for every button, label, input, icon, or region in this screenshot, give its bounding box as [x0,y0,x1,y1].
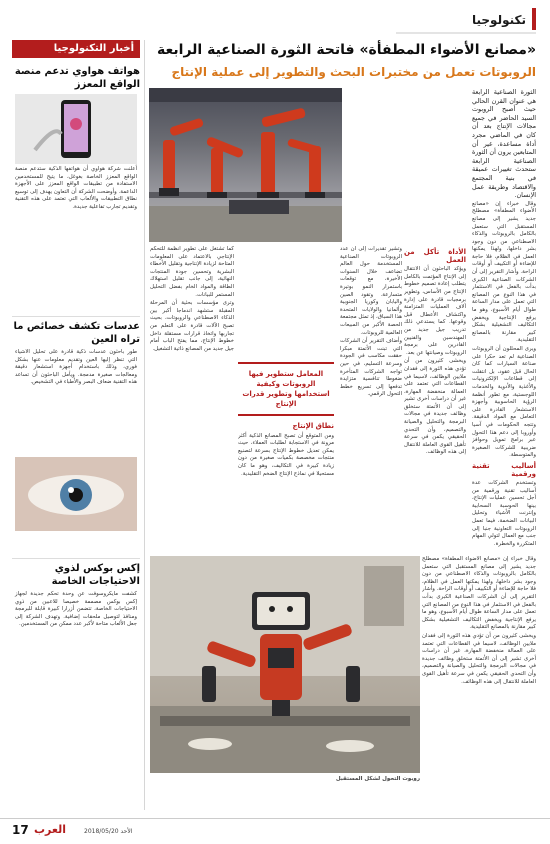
article-col2-para-b-cont: ويخشى كثيرون من أن تؤدي هذه الثورة إلى فقدان ملايين الوظائف، لاسيما في القطاعات التي تعتمد على العمالة منخفضة المهارة، غير أن دراسات أخرى تشير إلى أن الأتمتة ستخلق وظائف جديدة في مجالات البرمجة والتحليل والصيانة والتصميم، وأن التحدي الحقيقي يكمن في سرعة تأهيل القوى العاملة للانتقال إلى هذه الوظائف. [422,632,536,685]
article-col2-para-b: ويخشى كثيرون من أن تؤدي هذه الثورة إلى فقدان ملايين الوظائف، لاسيما في القطاعات التي تعتمد على العمالة منخفضة المهارة، غير أن دراسات أخرى تشير إلى أن الأتمتة ستخلق وظائف جديدة في مجالات البرمجة والتحليل والصيانة والتصميم، وأن التحدي الحقيقي يكمن في سرعة تأهيل القوى العاملة للانتقال إلى هذه الوظائف. [404,358,466,456]
page-number: 17 [12,823,29,837]
collaborative-robot-photo [150,556,420,773]
article-column-3 [340,246,402,550]
section-accent-bar [532,8,536,30]
baxter-robot-illustration [150,556,420,773]
article-subtitle: الروبوتات تعمل من مختبرات البحث والتطوير إلى عملية الإنتاج [171,65,536,79]
sidebar-item-huawei-text: أعلنت شركة هواوي أن هواتفها الذكية ستدعم منصة الواقع المعزز الخاصة بغوغل، ما يتيح للمستخدمين الاستفادة من تطبيقات الواقع المعزز على الأجهزة الداعمة. وأوضحت الشركة أن التعاون يهدف إلى توسيع نطاق التطبيقات والألعاب التي تعتمد على هذه التقنية وتقديم تجارب تفاعلية جديدة. [15,166,137,210]
article-column-4 [150,246,234,550]
sidebar-divider [144,40,145,810]
pull-quote-text: المعامل ستطوير فيها الروبوتات وكيفية استخدامها وتطوير قدرات الإنتاج [242,370,330,408]
page-footer [0,818,550,844]
article-col1-para-b: ويرى المحللون أن الروبوتات الصناعية لم تعد حكرا على صناعة السيارات كما كان الحال قبل عقود، بل انتقلت إلى قطاعات الإلكترونيات والأغذية والأدوية والخدمات اللوجستية، مع تطور أنظمة الرؤية الحاسوبية وأجهزة الاستشعار القادرة على التعامل مع المواد الدقيقة. وتتجه الحكومات في آسيا وأوروبا إلى دعم هذا التحول عبر برامج تمويل وحوافز ضريبية للشركات الصغيرة والمتوسطة. [472,346,536,459]
section-label: تكنولوجيا [472,13,526,27]
article-col1-para-a-cont: وقال خبراء إن «مصانع الأضواء المطفأة» مصطلح جديد يشير إلى مصانع المستقبل التي ستعمل بالكامل بالروبوتات والذكاء الاصطناعي من دون وجود بشر داخلها، ولهذا يمكنها العمل في الظلام، فلا حاجة للإضاءة أو التكييف أو أوقات الراحة. وأشار التقرير إلى أن الشركات الصناعية الكبرى بدأت بالفعل في الاستثمار في هذا النوع من المصانع التي تعمل على مدار الساعة طوال أيام الأسبوع، وهو ما يرفع الإنتاجية ويخفض التكاليف التشغيلية بشكل كبير مقارنة بالمصانع التقليدية. [422,556,536,631]
eye-lens-photo [15,457,137,531]
article-column-3b [238,420,334,550]
tech-news-sidebar [12,40,140,810]
article-col4-para-a: كما تشتغل على تطوير أنظمة للتحكم الإنتاجي بالاعتماد على المعلومات المتاحة لزيادة الإنتاجية وتقليل الأخطاء البشرية وتحسين جودة المنتجات النهائية، إلى جانب تقليل استهلاك الطاقة والمواد الخام بفضل التحليل المستمر للبيانات. [150,246,234,298]
sidebar-item-xbox-title: إكس بوكس لذوي الاحتياجات الخاصة [51,563,140,587]
photo-caption: روبوت التحول لشكل المستقبل [335,776,420,782]
sidebar-item-huawei [12,62,140,310]
subheading-work: الأداة تأكل من العمل [404,248,466,264]
article-col3-para-a: وتشير تقديرات إلى أن عدد الروبوتات الصناعية المستخدمة حول العالم تضاعف خلال السنوات الأخيرة، مع توقعات باستمرار النمو بوتيرة متسارعة. وتقود الصين واليابان وكوريا الجنوبية وألمانيا والولايات المتحدة هذا السباق، إذ تمثل مجتمعة الحصة الأكبر من المبيعات العالمية للروبوتات. [340,246,402,336]
industrial-robots-photo [149,88,342,242]
subheading-production: نطاق الإنتاج [292,422,334,430]
article-title: «مصانع الأضواء المطفأة» فاتحة الثورة الصناعية الرابعة [157,42,536,58]
sidebar-header: أخبار التكنولوجيا [12,40,140,58]
article-col4-para-b: وترى مؤسسات بحثية أن المرحلة المقبلة ستشهد اندماجا أكبر بين الذكاء الاصطناعي والروبوتات، بحيث تصبح الآلات قادرة على التعلم من تجاربها واتخاذ قرارات مستقلة داخل خطوط الإنتاج، مما يفتح الباب أمام جيل جديد من المصانع ذاتية التشغيل. [150,300,234,352]
phone-ar-illustration [15,94,137,164]
sidebar-item-xbox [12,558,140,810]
sidebar-item-lenses [12,316,140,552]
robot-assembly-line-illustration [149,88,342,242]
pull-quote [238,362,334,416]
subheading-methods: أساليب تقنية ورقمية [472,461,536,478]
newspaper-logo: العرب [34,823,67,836]
article-column-lower [422,556,536,792]
sidebar-item-xbox-text: كشفت مايكروسوفت عن وحدة تحكم جديدة لجهاز إكس بوكس مصممة خصيصا للاعبين من ذوي الاحتياجات الخاصة، تتضمن أزرارا كبيرة قابلة للبرمجة ومنافذ لتوصيل ملحقات إضافية. وتهدف الشركة إلى جعل الألعاب متاحة لأكبر عدد ممكن من المستخدمين. [15,591,137,628]
article-col3-para-b: وأضاف التقرير أن الشركات التي تبنت الأتمتة مبكرا حققت مكاسب في الجودة وسرعة التسليم، في حين تواجه الشركات المتأخرة ضغوطا تنافسية متزايدة تدفعها إلى تسريع خطط التحول الرقمي. [340,338,402,398]
article-col3-para-c: ومن المتوقع أن تصبح المصانع الذكية أكثر مرونة في الاستجابة لطلبات العملاء، حيث يمكن تعديل خطوط الإنتاج بسرعة لتصنيع منتجات مخصصة بكميات صغيرة من دون زيادة كبيرة في التكاليف، وهو ما كان مستحيلا في نماذج الإنتاج الضخم التقليدية. [238,432,334,477]
article-headline-block [140,40,536,81]
issue-date: الأحد 2018/05/20 [84,828,133,835]
article-col1-para-c: وتستخدم الشركات عدة أساليب تقنية ورقمية من أجل تحسين عمليات الإنتاج، بينها الحوسبة السحابية وإنترنت الأشياء وتحليل البيانات الضخمة، فيما تعمل الروبوتات التعاونية جنبا إلى جنب مع العمال لتولي المهام المتكررة والخطرة. [472,480,536,547]
article-column-1 [472,88,536,550]
article-col2-para-a: ويؤكد الباحثون أن الانتقال إلى الإنتاج المؤتمت بالكامل يتطلب إعادة تصميم خطوط الإنتاج من الأساس، وتطوير برمجيات قادرة على إدارة آلاف العمليات المتزامنة واكتشاف الأعطال قبل وقوعها. كما يستدعي ذلك تدريب جيل جديد من المهندسين والفنيين القادرين على برمجة الروبوتات وصيانتها عن بعد. [404,266,466,356]
sidebar-item-lenses-text: طور باحثون عدسات ذكية قادرة على تحليل الأشياء التي تنظر إليها العين وتقديم معلومات عنها بشكل فوري، وذلك باستخدام أجهزة استشعار دقيقة ومعالجات صغيرة مدمجة. ويأمل الباحثون أن تساعد هذه التقنية ضعاف البصر والأطباء في التشخيص. [15,349,137,386]
sidebar-item-lenses-title: عدسات تكشف خصائص ما تراه العين [13,321,140,345]
eye-illustration [15,457,137,531]
article-intro: الثورة الصناعية الرابعة هي عنوان القرن الحالي حيث أصبح الروبوت السيد الحاضر في جميع مجالات الإنتاج بعد أن كان في الماضي مجرد أداة مساعدة، غير أن المتابعين يرون أن الثورة الصناعية الرابعة ستحدث تغييرات عميقة في بنية المجتمع والاقتصاد وطريقة عمل الإنسان. [472,88,536,200]
huawei-phone-photo [15,94,137,164]
section-tag [396,8,536,34]
article-col1-para-a: وقال خبراء إن «مصانع الأضواء المطفأة» مصطلح جديد يشير إلى مصانع المستقبل التي ستعمل بالكامل بالروبوتات والذكاء الاصطناعي من دون وجود بشر داخلها، ولهذا يمكنها العمل في الظلام، فلا حاجة للإضاءة أو التكييف أو أوقات الراحة. وأشار التقرير إلى أن الشركات الصناعية الكبرى بدأت بالفعل في الاستثمار في هذا النوع من المصانع التي تعمل على مدار الساعة طوال أيام الأسبوع، وهو ما يرفع الإنتاجية ويخفض التكاليف التشغيلية بشكل كبير مقارنة بالمصانع التقليدية. [472,200,536,344]
article-column-2 [404,246,466,550]
sidebar-item-huawei-title: هواتف هواوي تدعم منصة الواقع المعزز [14,66,140,90]
